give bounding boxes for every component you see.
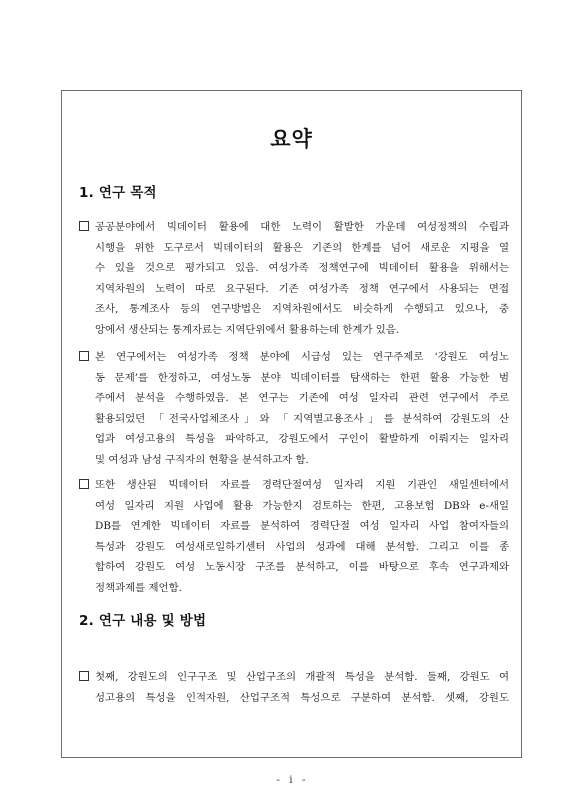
text-line: 여성 일자리 지원 사업에 활용 가능한지 검토하는 한편, 고용보험 DB와 e-새일 xyxy=(95,499,509,512)
text-line: 시행을 위한 도구로서 빅데이터의 활용은 기존의 한계를 넘어 새로운 지평을 열 xyxy=(95,241,509,254)
text-line: 합하여 강원도 여성 노동시장 구조를 분석하고, 이를 바탕으로 후속 연구과제와 xyxy=(95,561,509,573)
text-line: 성고용의 특성을 인적자원, 산업구조적 특성으로 구분하여 분석함. 셋째, 강원도 xyxy=(95,691,509,704)
text-line: 특성과 강원도 여성새로일하기센터 사업의 성과에 대해 분석함. 그리고 이를 종 xyxy=(95,540,509,553)
text-line: 및 여성과 남성 구직자의 현황을 분석하고자 함. xyxy=(95,453,309,466)
checkbox-bullet-icon xyxy=(79,671,89,681)
text-line: 조사, 통계조사 등의 연구방법은 지역차원에서도 비슷하게 수행되고 있으나, 중 xyxy=(95,303,509,315)
summary-box xyxy=(61,90,522,758)
text-line: 또한 생산된 빅데이터 자료를 경력단절여성 일자리 지원 기관인 새일센터에서 xyxy=(95,479,509,491)
paragraph-methods-1 xyxy=(79,667,509,708)
page-title: 요약 xyxy=(270,127,313,151)
page-number: - i - xyxy=(276,774,309,786)
checkbox-bullet-icon xyxy=(79,221,89,231)
text-line: 활용되었던 「전국사업체조사」와 「지역별고용조사」를 분석하여 강원도의 산 xyxy=(95,412,509,425)
text-line: 주에서 분석을 수행하였음. 본 연구는 기존에 여성 일자리 관련 연구에서 주로 xyxy=(95,392,509,404)
text-line: 수 있을 것으로 평가되고 있음. 여성가족 정책연구에 빅데이터 활용을 위해서는 xyxy=(95,262,509,274)
text-line: 정책과제를 제언함. xyxy=(95,581,182,594)
text-line: 지역차원의 노력이 따로 요구된다. 기존 여성가족 정책 연구에서 사용되는 면접 xyxy=(95,282,509,295)
text-line: 첫째, 강원도의 인구구조 및 산업구조의 개괄적 특성을 분석함. 둘째, 강원도 여 xyxy=(95,671,509,683)
section-heading-methods: 2. 연구 내용 및 방법 xyxy=(79,613,207,629)
paragraph-purpose-2 xyxy=(79,347,509,470)
text-line: 공공분야에서 빅데이터 활용에 대한 노력이 활발한 가운데 여성정책의 수립과 xyxy=(95,221,509,233)
text-line: 본 연구에서는 여성가족 정책 분야에 시급성 있는 연구주제로 ‘강원도 여성노 xyxy=(95,351,509,363)
paragraph-purpose-3 xyxy=(79,475,509,598)
checkbox-bullet-icon xyxy=(79,351,89,361)
paragraph-purpose-1 xyxy=(79,217,509,340)
text-line: DB를 연계한 빅데이터 자료를 분석하여 경력단절 여성 일자리 사업 참여자들의 xyxy=(95,520,509,532)
checkbox-bullet-icon xyxy=(79,479,89,489)
text-line: 업과 여성고용의 특성을 파악하고, 강원도에서 구인이 활발하게 이뤄지는 일자리 xyxy=(95,433,509,445)
text-line: 동 문제’를 한정하고, 여성노동 분야 빅데이터를 탐색하는 한편 활용 가능한 범 xyxy=(95,371,509,384)
section-heading-purpose: 1. 연구 목적 xyxy=(79,185,157,201)
text-line: 앙에서 생산되는 통계자료는 지역단위에서 활용하는데 한계가 있음. xyxy=(95,323,400,336)
